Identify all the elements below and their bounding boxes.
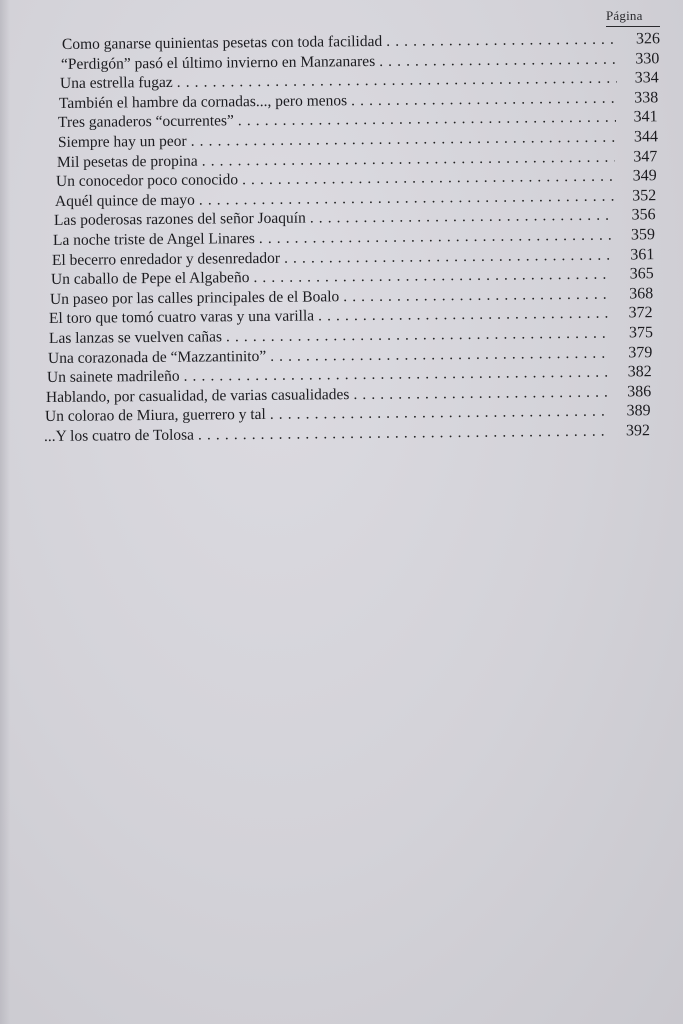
toc-entry-title: Un paseo por las calles principales de el Boalo (50, 288, 340, 308)
toc-entry-title: El becerro enredador y desenredador (51, 249, 281, 269)
toc-entry-page-number: 392 (625, 422, 651, 440)
dot-leader (254, 266, 613, 287)
toc-entry-page-number: 326 (635, 30, 661, 48)
toc-entry-title: El toro que tomó cuatro varas y una varilla (49, 307, 315, 328)
toc-entry-title: Las lanzas se vuelven cañas (48, 328, 222, 347)
toc-entry-title: Tres ganaderos “ocurrentes” (58, 112, 235, 132)
toc-entry-page-number: 334 (634, 69, 660, 87)
toc-entry-title: Hablando, por casualidad, de varias casualidades (45, 385, 350, 406)
toc-entry-page-number: 375 (628, 324, 653, 342)
toc-entry-page-number: 341 (633, 108, 659, 126)
toc-entry-page-number: 361 (630, 245, 655, 264)
toc-entry-page-number: 344 (633, 128, 658, 146)
toc-entry-page-number: 368 (629, 285, 654, 303)
dot-leader (318, 305, 611, 326)
toc-entry-page-number: 389 (626, 402, 651, 420)
dot-leader (201, 148, 615, 170)
toc-entry-page-number: 372 (628, 304, 654, 322)
dot-leader (270, 344, 610, 365)
toc-entry-title: Las poderosas razones del señor Joaquín (53, 209, 306, 230)
toc-entry-title: Una corazonada de “Mazzantinito” (47, 347, 266, 367)
dot-leader (238, 109, 616, 131)
toc-entry-page-number: 382 (627, 363, 652, 381)
dot-leader (379, 50, 617, 70)
dot-leader (190, 129, 615, 151)
toc-entry-title: Aquél quince de mayo (54, 191, 195, 210)
dot-leader (386, 31, 618, 51)
toc-entry-page-number: 338 (634, 89, 659, 107)
dot-leader (343, 285, 611, 306)
toc-entry-page-number: 356 (631, 206, 656, 224)
toc-entry-page-number: 359 (630, 226, 656, 244)
dot-leader (310, 207, 614, 228)
toc-entry-page-number: 347 (632, 147, 658, 166)
dot-leader (259, 227, 613, 248)
toc-entry-title: Siempre hay un peor (57, 132, 187, 151)
toc-entry-page-number: 330 (635, 49, 660, 68)
toc-entry-page-number: 379 (627, 343, 653, 362)
dot-leader (198, 423, 608, 445)
toc-entry-title: ...Y los cuatro de Tolosa (43, 426, 195, 445)
dot-leader (284, 246, 612, 267)
dot-leader (353, 383, 609, 403)
dot-leader (351, 89, 616, 110)
toc-entry-title: Un caballo de Pepe el Algabeño (51, 269, 250, 289)
toc-entry-title: Una estrella fugaz (60, 74, 173, 93)
page-column-header: Página (606, 8, 660, 27)
toc-entry-title: Mil pesetas de propina (56, 152, 198, 171)
dot-leader (270, 403, 609, 424)
dot-leader (225, 325, 610, 347)
toc-entry-title: Como ganarse quinientas pesetas con toda facilidad (61, 32, 383, 53)
toc-entry-page-number: 349 (632, 167, 657, 185)
dot-leader (183, 364, 609, 386)
toc-entry-page-number: 352 (631, 187, 657, 205)
page-gutter-shadow (0, 0, 10, 1024)
toc-entry-title: La noche triste de Angel Linares (52, 230, 255, 249)
toc-entry-title: Un conocedor poco conocido (55, 171, 238, 191)
toc-entry-page-number: 365 (629, 265, 655, 283)
dot-leader (199, 187, 614, 209)
dot-leader (242, 168, 615, 190)
toc-entry-page-number: 386 (626, 382, 652, 401)
toc-entry-title: Un colorao de Miura, guerrero y tal (44, 406, 266, 426)
toc-entry-title: Un sainete madrileño (46, 367, 180, 387)
dot-leader (177, 70, 617, 92)
toc-entry-title: “Perdigón” pasó el último invierno en Manzanares (60, 52, 376, 73)
toc-entry-title: También el hambre da cornadas..., pero menos (59, 92, 348, 112)
